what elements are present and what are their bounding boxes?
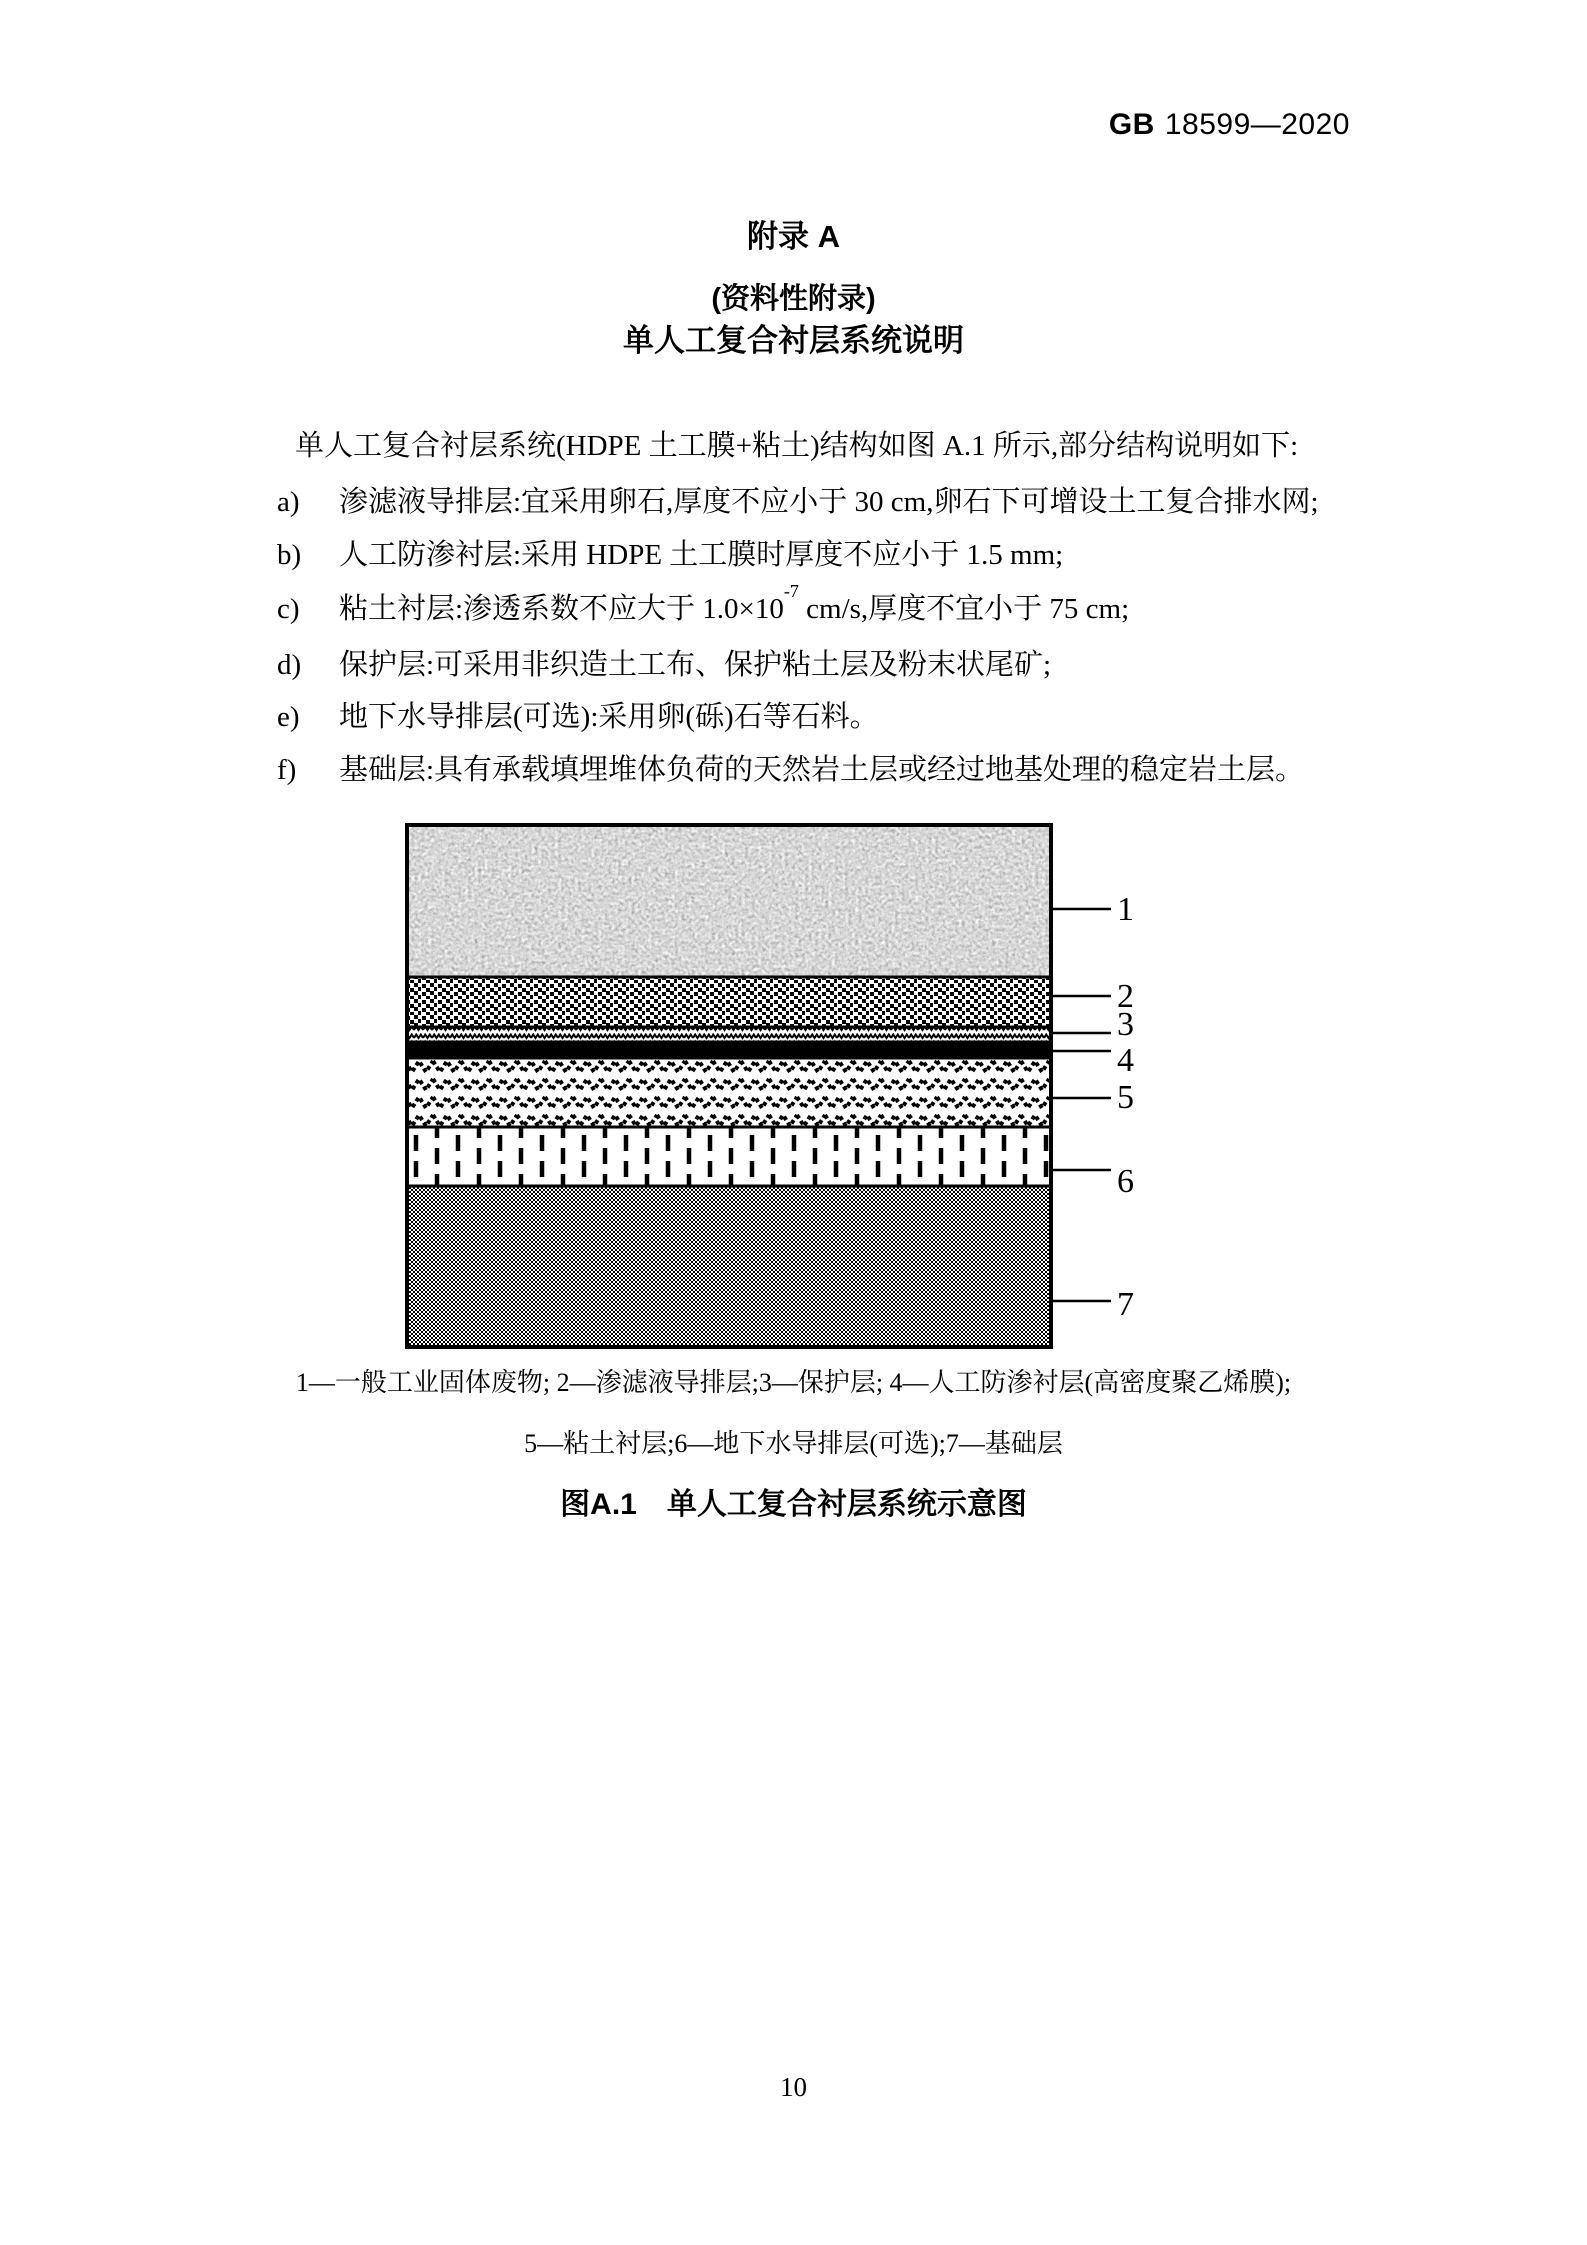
list-item-e [277, 694, 879, 735]
list-item-f-text: 基础层:具有承载填埋堆体负荷的天然岩土层或经过地基处理的稳定岩土层。 [339, 754, 1305, 786]
doc-code-prefix: GB [1108, 108, 1155, 141]
layer-label-4: 4 [1117, 1042, 1134, 1079]
doc-code-number: 18599—2020 [1164, 108, 1350, 141]
list-item-d-text: 保护层:可采用非织造土工布、保护粘土层及粉末状尾矿; [339, 649, 1052, 681]
layer-5-clay-liner [407, 1058, 1051, 1127]
list-item-c-marker: c) [277, 593, 300, 625]
list-item-b-text: 人工防渗衬层:采用 HDPE 土工膜时厚度不应小于 1.5 mm; [339, 539, 1064, 571]
list-item-a-text: 渗滤液导排层:宜采用卵石,厚度不应小于 30 cm,卵石下可增设土工复合排水网; [339, 486, 1319, 518]
layer-label-7: 7 [1117, 1286, 1134, 1323]
list-item-b [277, 532, 1063, 573]
appendix-subtitle-informative: (资料性附录) [711, 283, 876, 315]
layer-2-leachate-drainage [407, 977, 1051, 1027]
list-item-c-text: 粘土衬层:渗透系数不应大于 1.0×10 [339, 593, 784, 625]
layer-6-groundwater-drainage [407, 1127, 1051, 1186]
layer-label-3: 3 [1117, 1006, 1134, 1043]
appendix-title: 附录 A [747, 219, 840, 254]
appendix-subtitle-system: 单人工复合衬层系统说明 [623, 323, 964, 358]
page-number: 10 [780, 2072, 807, 2102]
list-item-f-marker: f) [277, 754, 297, 786]
layer-label-5: 5 [1117, 1079, 1134, 1116]
layer-number-labels [1117, 891, 1134, 1323]
layer-4-hdpe-membrane [407, 1042, 1051, 1058]
list-item-b-marker: b) [277, 539, 302, 571]
list-item-e-text: 地下水导排层(可选):采用卵(砾)石等石料。 [339, 701, 879, 733]
layer-3-protective [407, 1027, 1051, 1042]
intro-paragraph: 单人工复合衬层系统(HDPE 土工膜+粘土)结构如图 A.1 所示,部分结构说明如下: [295, 430, 1299, 462]
list-item-c-superscript: -7 [783, 581, 799, 602]
figure-caption-line2: 5—粘土衬层;6—地下水导排层(可选);7—基础层 [524, 1429, 1063, 1458]
list-item-c [277, 581, 1130, 627]
figure-title: 图A.1 单人工复合衬层系统示意图 [560, 1488, 1027, 1521]
list-item-d-marker: d) [277, 649, 302, 681]
layer-label-2: 2 [1117, 978, 1134, 1015]
doc-code [1109, 108, 1350, 142]
layer-label-1: 1 [1117, 891, 1134, 928]
liner-system-diagram [405, 823, 1147, 1349]
layer-label-6: 6 [1117, 1163, 1134, 1200]
figure-caption-line1: 1—一般工业固体废物; 2—渗滤液导排层;3—保护层; 4—人工防渗衬层(高密度聚乙烯膜); [295, 1368, 1292, 1397]
leader-lines [1051, 909, 1111, 1301]
list-item-e-marker: e) [277, 701, 300, 733]
list-item-f [277, 747, 1304, 788]
list-item-c-text2: cm/s,厚度不宜小于 75 cm; [798, 593, 1130, 625]
list-item-d [277, 642, 1051, 683]
diagram-layers [407, 825, 1051, 1347]
layer-7-foundation [407, 1186, 1051, 1347]
layer-1-waste [407, 825, 1051, 977]
list-item-a-marker: a) [277, 486, 300, 518]
list-item-a [277, 479, 1319, 520]
